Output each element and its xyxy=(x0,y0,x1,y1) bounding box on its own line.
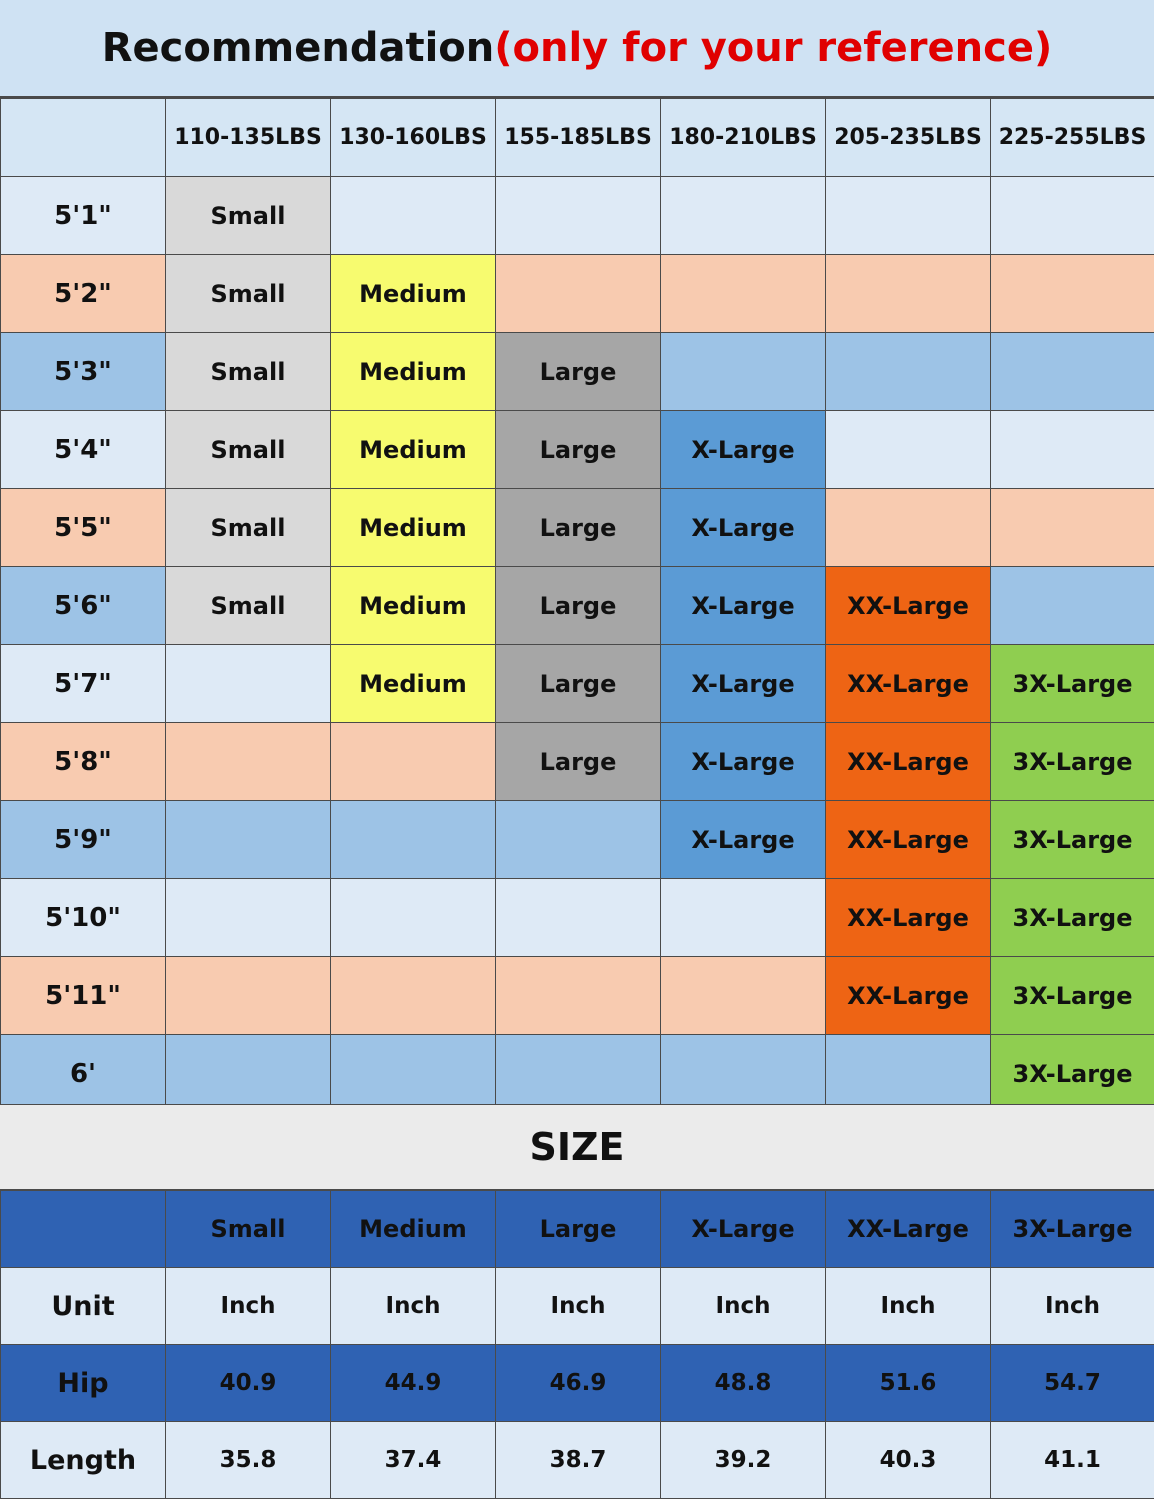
measurement-value: 46.9 xyxy=(496,1345,661,1422)
empty-cell xyxy=(661,177,826,255)
size-cell: Medium xyxy=(331,645,496,723)
size-cell: X-Large xyxy=(661,723,826,801)
size-cell: XX-Large xyxy=(826,879,991,957)
measurement-value: 51.6 xyxy=(826,1345,991,1422)
weight-header: 130-160LBS xyxy=(331,99,496,177)
height-label: 5'11" xyxy=(1,957,166,1035)
height-label: 5'10" xyxy=(1,879,166,957)
empty-cell xyxy=(496,177,661,255)
height-label: 5'1" xyxy=(1,177,166,255)
size-cell: Medium xyxy=(331,489,496,567)
size-cell: Medium xyxy=(331,411,496,489)
height-label: 6' xyxy=(1,1035,166,1113)
height-label: 5'3" xyxy=(1,333,166,411)
size-cell: Small xyxy=(166,567,331,645)
measurement-value: 35.8 xyxy=(166,1422,331,1499)
measurement-label: Hip xyxy=(1,1345,166,1422)
empty-cell xyxy=(331,801,496,879)
measurement-row xyxy=(1,1268,1154,1345)
empty-cell xyxy=(826,489,991,567)
size-cell: XX-Large xyxy=(826,567,991,645)
empty-cell xyxy=(826,177,991,255)
size-header-row xyxy=(1,1191,1154,1268)
measurement-value: Inch xyxy=(661,1268,826,1345)
measurement-label: Length xyxy=(1,1422,166,1499)
height-row xyxy=(1,957,1154,1035)
measurement-value: Inch xyxy=(991,1268,1154,1345)
corner-cell xyxy=(1,99,166,177)
empty-cell xyxy=(331,723,496,801)
height-row xyxy=(1,177,1154,255)
measurement-value: Inch xyxy=(496,1268,661,1345)
empty-cell xyxy=(991,489,1154,567)
height-row xyxy=(1,489,1154,567)
empty-cell xyxy=(166,645,331,723)
size-header: Medium xyxy=(331,1191,496,1268)
height-row xyxy=(1,567,1154,645)
height-label: 5'9" xyxy=(1,801,166,879)
height-row xyxy=(1,879,1154,957)
measurement-row xyxy=(1,1345,1154,1422)
empty-cell xyxy=(166,957,331,1035)
empty-cell xyxy=(496,801,661,879)
empty-cell xyxy=(826,255,991,333)
empty-cell xyxy=(661,333,826,411)
empty-cell xyxy=(826,333,991,411)
empty-cell xyxy=(826,1035,991,1113)
size-cell: XX-Large xyxy=(826,645,991,723)
size-cell: Medium xyxy=(331,333,496,411)
size-cell: XX-Large xyxy=(826,723,991,801)
size-cell: 3X-Large xyxy=(991,801,1154,879)
size-cell: 3X-Large xyxy=(991,957,1154,1035)
size-cell: 3X-Large xyxy=(991,1035,1154,1113)
empty-cell xyxy=(496,1035,661,1113)
height-label: 5'8" xyxy=(1,723,166,801)
height-row xyxy=(1,333,1154,411)
measurement-value: 54.7 xyxy=(991,1345,1154,1422)
empty-cell xyxy=(991,333,1154,411)
size-header: Small xyxy=(166,1191,331,1268)
size-cell: Small xyxy=(166,489,331,567)
weight-header: 180-210LBS xyxy=(661,99,826,177)
empty-cell xyxy=(991,255,1154,333)
size-cell: Large xyxy=(496,723,661,801)
weight-header: 225-255LBS xyxy=(991,99,1154,177)
size-cell: Large xyxy=(496,411,661,489)
height-label: 5'2" xyxy=(1,255,166,333)
height-row xyxy=(1,723,1154,801)
size-section-header xyxy=(0,1104,1154,1190)
size-cell: XX-Large xyxy=(826,957,991,1035)
chart-title xyxy=(0,0,1154,98)
size-section-label: SIZE xyxy=(529,1125,625,1169)
empty-cell xyxy=(661,1035,826,1113)
weight-header-row xyxy=(1,99,1154,177)
weight-header: 155-185LBS xyxy=(496,99,661,177)
height-label: 5'7" xyxy=(1,645,166,723)
empty-cell xyxy=(991,567,1154,645)
weight-header: 110-135LBS xyxy=(166,99,331,177)
size-cell: 3X-Large xyxy=(991,879,1154,957)
size-recommendation-table xyxy=(0,98,1154,1113)
empty-cell xyxy=(331,879,496,957)
measurement-value: 38.7 xyxy=(496,1422,661,1499)
empty-cell xyxy=(331,177,496,255)
size-cell: Small xyxy=(166,333,331,411)
size-cell: Large xyxy=(496,645,661,723)
size-cell: Medium xyxy=(331,567,496,645)
size-cell: Small xyxy=(166,177,331,255)
measurement-value: 39.2 xyxy=(661,1422,826,1499)
empty-cell xyxy=(661,255,826,333)
size-cell: Small xyxy=(166,411,331,489)
size-header: XX-Large xyxy=(826,1191,991,1268)
measurement-value: Inch xyxy=(166,1268,331,1345)
size-cell: XX-Large xyxy=(826,801,991,879)
title-note: (only for your reference) xyxy=(494,25,1053,71)
empty-cell xyxy=(496,957,661,1035)
measurement-value: 40.3 xyxy=(826,1422,991,1499)
size-cell: Small xyxy=(166,255,331,333)
empty-cell xyxy=(166,1035,331,1113)
empty-cell xyxy=(991,177,1154,255)
measurement-value: 41.1 xyxy=(991,1422,1154,1499)
height-row xyxy=(1,801,1154,879)
height-row xyxy=(1,1035,1154,1113)
size-cell: Large xyxy=(496,489,661,567)
size-cell: Large xyxy=(496,333,661,411)
height-label: 5'6" xyxy=(1,567,166,645)
empty-cell xyxy=(331,957,496,1035)
size-cell: 3X-Large xyxy=(991,645,1154,723)
size-cell: X-Large xyxy=(661,489,826,567)
empty-cell xyxy=(166,801,331,879)
size-cell: Large xyxy=(496,567,661,645)
measurement-value: Inch xyxy=(331,1268,496,1345)
weight-header: 205-235LBS xyxy=(826,99,991,177)
measurement-value: 37.4 xyxy=(331,1422,496,1499)
measurement-value: 40.9 xyxy=(166,1345,331,1422)
measurement-value: Inch xyxy=(826,1268,991,1345)
height-row xyxy=(1,255,1154,333)
measurement-label: Unit xyxy=(1,1268,166,1345)
size-cell: 3X-Large xyxy=(991,723,1154,801)
size-cell: X-Large xyxy=(661,567,826,645)
height-label: 5'4" xyxy=(1,411,166,489)
height-label: 5'5" xyxy=(1,489,166,567)
measurement-value: 44.9 xyxy=(331,1345,496,1422)
measurement-row xyxy=(1,1422,1154,1499)
size-cell: X-Large xyxy=(661,411,826,489)
empty-cell xyxy=(166,879,331,957)
empty-cell xyxy=(826,411,991,489)
empty-cell xyxy=(661,957,826,1035)
size-cell: Medium xyxy=(331,255,496,333)
corner-cell xyxy=(1,1191,166,1268)
size-header: X-Large xyxy=(661,1191,826,1268)
title-main: Recommendation xyxy=(101,25,495,71)
height-row xyxy=(1,645,1154,723)
size-cell: X-Large xyxy=(661,645,826,723)
size-cell: X-Large xyxy=(661,801,826,879)
measurements-table xyxy=(0,1190,1154,1499)
empty-cell xyxy=(166,723,331,801)
empty-cell xyxy=(661,879,826,957)
empty-cell xyxy=(331,1035,496,1113)
height-row xyxy=(1,411,1154,489)
size-header: 3X-Large xyxy=(991,1191,1154,1268)
size-header: Large xyxy=(496,1191,661,1268)
measurement-value: 48.8 xyxy=(661,1345,826,1422)
empty-cell xyxy=(496,255,661,333)
empty-cell xyxy=(496,879,661,957)
empty-cell xyxy=(991,411,1154,489)
